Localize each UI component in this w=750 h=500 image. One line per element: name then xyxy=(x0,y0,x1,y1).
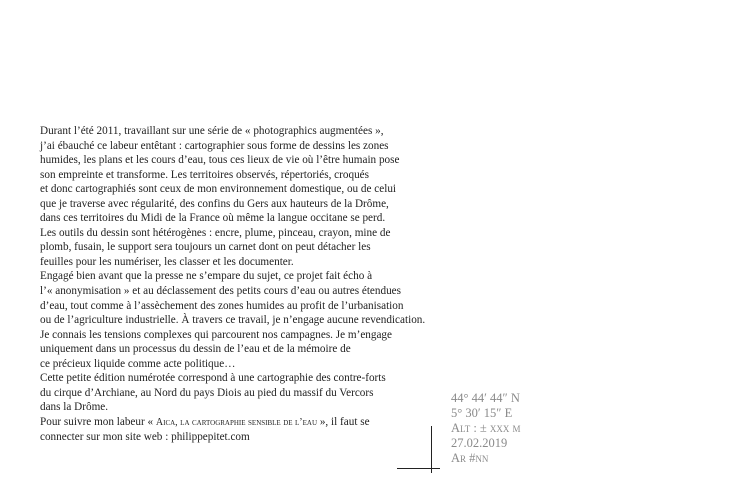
date: 27.02.2019 xyxy=(451,436,508,450)
text-line: Les outils du dessin sont hétérogènes : encre, plume, pinceau, crayon, mine de xyxy=(40,226,391,239)
text-line: humides, les plans et les cours d’eau, tous ces lieux de vie où l’être humain pose xyxy=(40,154,400,167)
text-line: j’ai ébauché ce labeur entêtant : cartographier sous forme de dessins les zones xyxy=(40,139,389,152)
text-line: Je connais les tensions complexes qui parcourent nos campagnes. Je m’engage xyxy=(40,328,392,341)
altitude: Alt : ± xxx m xyxy=(451,421,521,435)
text-line: uniquement dans un processus du dessin de l’eau et de la mémoire de xyxy=(40,343,351,356)
text-line: feuilles pour les numériser, les classer et les documenter. xyxy=(40,255,294,268)
crosshair-horizontal xyxy=(397,468,440,469)
text-line: dans ces territoires du Midi de la France où même la langue occitane se perd. xyxy=(40,212,386,225)
longitude: 5° 30′ 15″ E xyxy=(451,406,513,420)
text-line: et donc cartographiés sont ceux de mon environnement domestique, ou de celui xyxy=(40,183,397,196)
follow-after: », il faut se xyxy=(317,415,370,428)
text-line: Engagé bien avant que la presse ne s’empare du sujet, ce projet fait écho à xyxy=(40,270,373,283)
text-line: ou de l’agriculture industrielle. À travers ce travail, je n’engage aucune revendication. xyxy=(40,314,426,327)
geo-info xyxy=(451,391,521,466)
body-text xyxy=(40,124,426,445)
text-line: plomb, fusain, le support sera toujours un carnet dont on peut détacher les xyxy=(40,241,371,254)
website-line: connecter sur mon site web : philippepitet.com xyxy=(40,431,250,444)
text-line: que je traverse avec régularité, des confins du Gers aux hauteurs de la Drôme, xyxy=(40,197,389,210)
follow-line xyxy=(40,415,420,431)
text-line: ce précieux liquide comme acte politique… xyxy=(40,357,236,370)
text-line: Cette petite édition numérotée correspond à une cartographie des contre-forts xyxy=(40,372,386,385)
text-line: du cirque d’Archiane, au Nord du pays Diois au pied du massif du Vercors xyxy=(40,386,374,399)
follow-title: Aica, la cartographie sensible de l’eau xyxy=(155,416,318,428)
crosshair-vertical xyxy=(431,426,432,473)
text-line: l’« anonymisation » et au déclassement des petits cours d’eau ou autres étendues xyxy=(40,285,401,298)
text-line: Durant l’été 2011, travaillant sur une série de « photographics augmentées », xyxy=(40,125,384,137)
text-line: dans la Drôme. xyxy=(40,401,109,414)
text-line: son empreinte et transforme. Les territoires observés, répertoriés, croqués xyxy=(40,168,369,181)
latitude: 44° 44′ 44″ N xyxy=(451,391,520,405)
reference: Ar #nn xyxy=(451,451,489,465)
text-line: d’eau, tout comme à l’assèchement des zones humides au profit de l’urbanisation xyxy=(40,299,404,312)
follow-before: Pour suivre mon labeur « xyxy=(40,415,156,428)
